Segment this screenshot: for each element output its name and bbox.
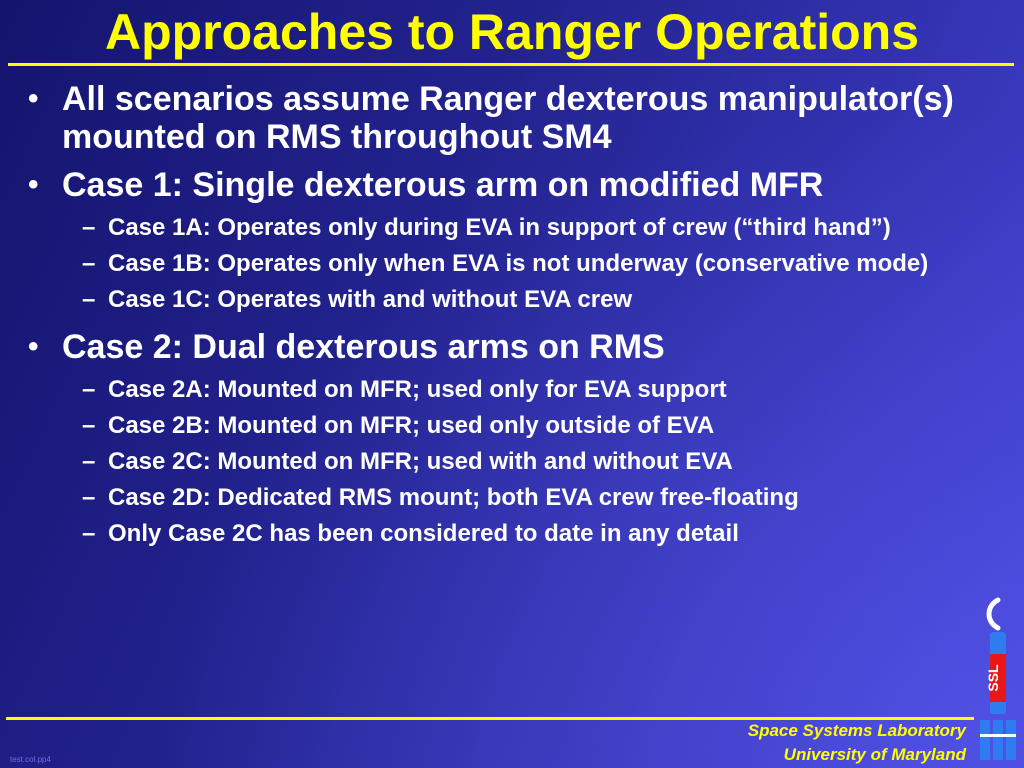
sub-bullet-text: Case 1A: Operates only during EVA in support of crew (“third hand”)	[108, 214, 891, 241]
footer-university: University of Maryland	[783, 745, 966, 764]
bullet-text: Case 1: Single dexterous arm on modified MFR	[62, 166, 824, 204]
bullet-glyph: •	[28, 82, 39, 115]
ssl-logo-icon	[976, 596, 1020, 764]
dash-glyph: –	[82, 286, 96, 313]
sub-bullet-text: Case 1B: Operates only when EVA is not underway (conservative mode)	[108, 250, 929, 277]
logo-text: SSL	[985, 664, 1001, 692]
bullet-text: Case 2: Dual dexterous arms on RMS	[62, 328, 665, 366]
sub-bullet-text: Only Case 2C has been considered to date in any detail	[108, 520, 739, 547]
file-name: test.col.pp4	[10, 755, 51, 764]
footer	[748, 719, 966, 767]
sub-bullet-text: Case 2D: Dedicated RMS mount; both EVA crew free-floating	[108, 484, 799, 511]
sub-bullet-item	[28, 520, 998, 548]
dash-glyph: –	[82, 412, 96, 439]
bullet-item	[28, 80, 998, 156]
slide-title: Approaches to Ranger Operations	[104, 4, 920, 60]
footer-lab-name: Space Systems Laboratory	[747, 721, 966, 740]
sub-bullet-item	[28, 448, 998, 476]
sub-bullet-item	[28, 484, 998, 512]
sub-bullet-text: Case 1C: Operates with and without EVA crew	[108, 286, 633, 313]
sub-bullet-item	[28, 376, 998, 404]
bullet-text: All scenarios assume Ranger dexterous manipulator(s) mounted on RMS throughout SM4	[62, 80, 954, 156]
dash-glyph: –	[82, 376, 96, 403]
bullet-glyph: •	[28, 330, 39, 363]
sub-bullet-text: Case 2A: Mounted on MFR; used only for EVA support	[108, 376, 727, 403]
sub-bullet-item	[28, 286, 998, 314]
sub-bullet-item	[28, 250, 998, 278]
bullet-list	[28, 80, 998, 556]
dash-glyph: –	[82, 520, 96, 547]
title-divider	[8, 63, 1014, 66]
sub-bullet-text: Case 2B: Mounted on MFR; used only outside of EVA	[108, 412, 715, 439]
bullet-item	[28, 328, 998, 366]
sub-bullet-text: Case 2C: Mounted on MFR; used with and without EVA	[108, 448, 733, 475]
bullet-item	[28, 166, 998, 204]
sub-bullet-item	[28, 412, 998, 440]
bullet-glyph: •	[28, 168, 39, 201]
dash-glyph: –	[82, 214, 96, 241]
dash-glyph: –	[82, 250, 96, 277]
sub-bullet-item	[28, 214, 998, 242]
dash-glyph: –	[82, 484, 96, 511]
dash-glyph: –	[82, 448, 96, 475]
